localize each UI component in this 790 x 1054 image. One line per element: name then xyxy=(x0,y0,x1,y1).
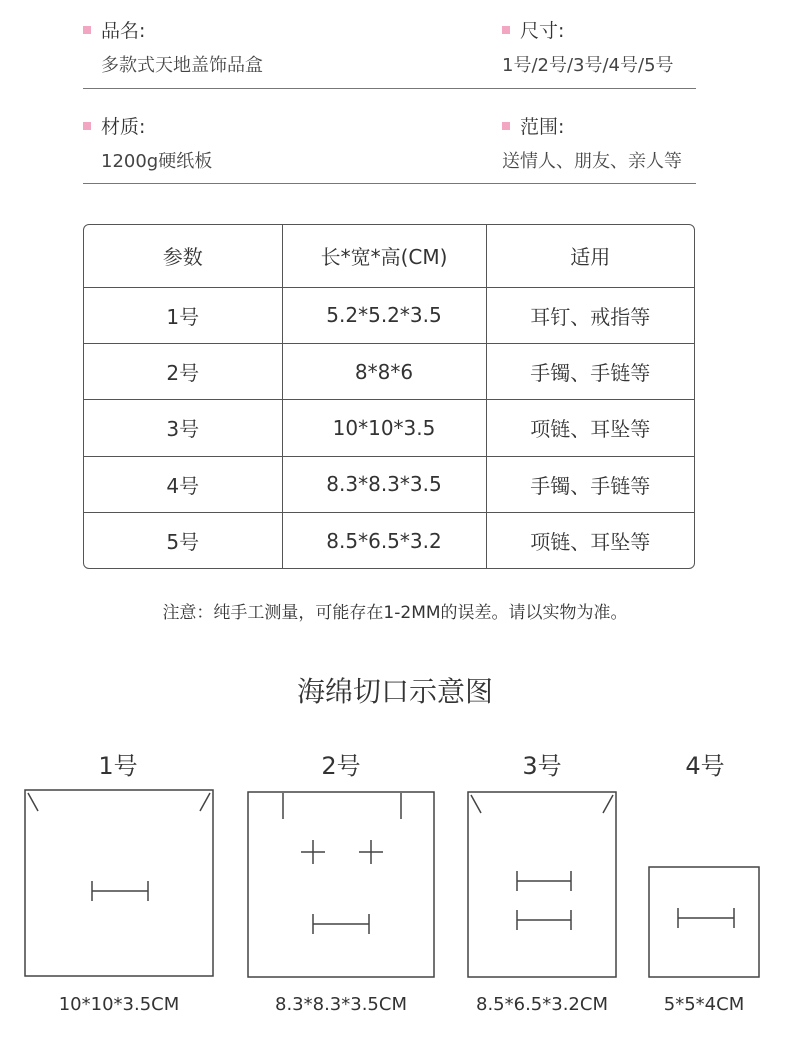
spec-scope-value: 送情人、朋友、亲人等 xyxy=(502,151,682,172)
table-cell: 8.5*6.5*3.2 xyxy=(282,513,486,569)
table-row xyxy=(84,343,694,399)
table-cell: 10*10*3.5 xyxy=(282,400,486,456)
table-header: 适用 xyxy=(486,225,694,287)
bullet-icon xyxy=(502,26,510,34)
table-cell: 项链、耳坠等 xyxy=(486,513,694,569)
diagram-dimensions: 10*10*3.5CM xyxy=(58,994,180,1015)
spec-material-value: 1200g硬纸板 xyxy=(101,151,213,172)
sponge-diagram-2 xyxy=(247,791,435,978)
measurement-note: 注意：纯手工测量，可能存在1-2MM的误差。请以实物为准。 xyxy=(162,603,628,623)
table-cell: 手镯、手链等 xyxy=(486,456,694,512)
spec-scope-label: 范围: xyxy=(520,116,565,138)
table-cell: 5.2*5.2*3.5 xyxy=(282,287,486,343)
sponge-diagram-4 xyxy=(648,866,760,978)
diagram-size-label: 1号 xyxy=(98,752,138,780)
table-cell: 8.3*8.3*3.5 xyxy=(282,456,486,512)
table-cell: 手镯、手链等 xyxy=(486,343,694,399)
table-cell: 耳钉、戒指等 xyxy=(486,287,694,343)
sponge-section-title: 海绵切口示意图 xyxy=(296,675,493,708)
spec-size-label: 尺寸: xyxy=(520,20,565,42)
table-cell: 2号 xyxy=(84,343,282,399)
bullet-icon xyxy=(83,122,91,130)
spec-name xyxy=(83,16,263,77)
diagram-dimensions: 5*5*4CM xyxy=(663,994,745,1015)
spec-scope xyxy=(502,112,682,173)
table-row xyxy=(84,513,694,569)
table-cell: 5号 xyxy=(84,513,282,569)
table-header: 长*宽*高(CM) xyxy=(282,225,486,287)
diagram-dimensions: 8.5*6.5*3.2CM xyxy=(476,994,608,1015)
bullet-icon xyxy=(83,26,91,34)
table-header: 参数 xyxy=(84,225,282,287)
spec-material-label: 材质: xyxy=(101,116,146,138)
sponge-diagram-3 xyxy=(467,791,617,978)
spec-size xyxy=(502,16,674,77)
table-cell: 3号 xyxy=(84,400,282,456)
table-cell: 1号 xyxy=(84,287,282,343)
table-cell: 4号 xyxy=(84,456,282,512)
table-cell: 8*8*6 xyxy=(282,343,486,399)
divider xyxy=(83,88,696,89)
diagram-dimensions: 8.3*8.3*3.5CM xyxy=(275,994,407,1015)
diagram-size-label: 4号 xyxy=(685,752,725,780)
spec-material xyxy=(83,112,212,173)
diagram-size-label: 3号 xyxy=(522,752,562,780)
table-row xyxy=(84,456,694,512)
sponge-diagram-1 xyxy=(24,789,214,977)
spec-name-value: 多款式天地盖饰品盒 xyxy=(101,55,263,76)
spec-name-label: 品名: xyxy=(101,20,146,42)
diagram-size-label: 2号 xyxy=(321,752,361,780)
size-table xyxy=(83,224,695,569)
table-row xyxy=(84,287,694,343)
bullet-icon xyxy=(502,122,510,130)
divider xyxy=(83,183,696,184)
spec-size-value: 1号/2号/3号/4号/5号 xyxy=(502,55,674,76)
table-cell: 项链、耳坠等 xyxy=(486,400,694,456)
table-row xyxy=(84,400,694,456)
table-header-row xyxy=(84,225,694,287)
